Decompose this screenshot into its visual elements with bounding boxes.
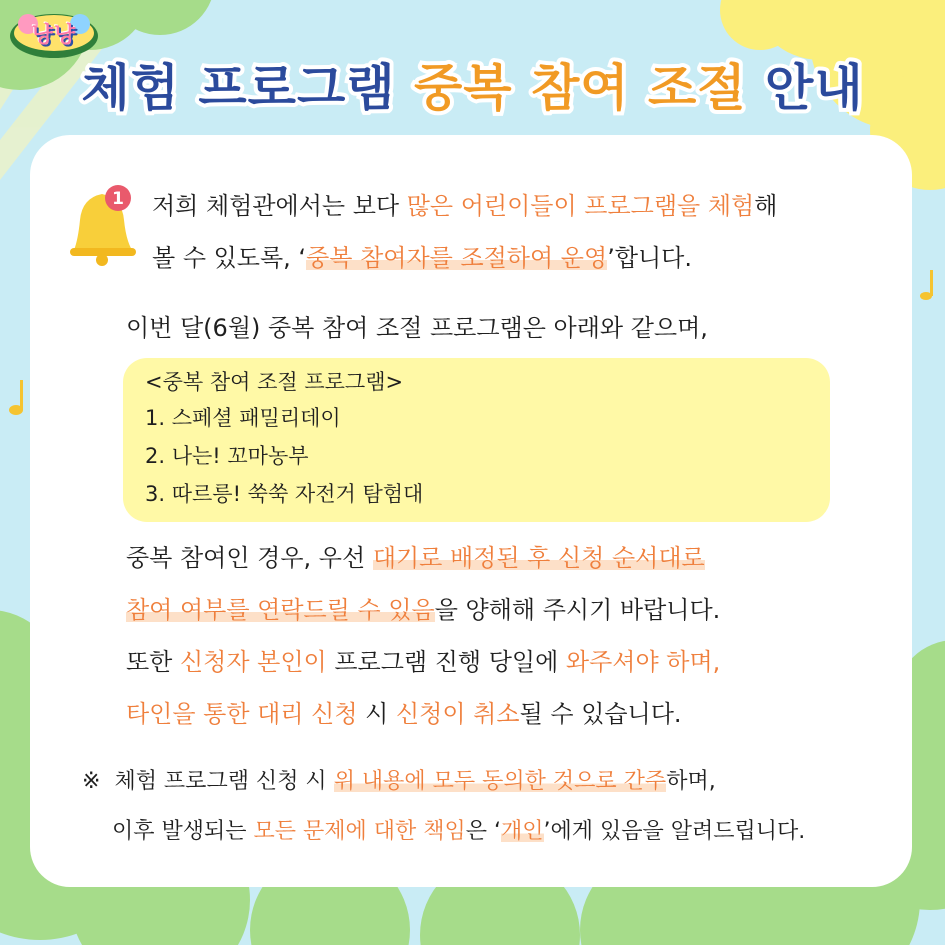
notice-mark-icon: ※ [82, 769, 101, 794]
para-line-1 [126, 542, 705, 574]
para-line-2 [126, 594, 720, 626]
notice-line-1-highlight: 위 내용에 모두 동의한 것으로 간주 [333, 769, 667, 794]
music-note-right [920, 270, 933, 300]
program-item: 3. 따르릉! 쑥쑥 자전거 탐험대 [145, 482, 424, 506]
notice-number-badge: 1 [112, 189, 124, 209]
intro-line-1-text: 저희 체험관에서는 보다 [152, 192, 407, 220]
logo-text: 냥냥 [31, 22, 77, 48]
para-line-4-highlight-b: 신청이 취소 [396, 700, 520, 728]
para-line-4-highlight-a: 타인을 통한 대리 신청 [126, 700, 358, 728]
notice-line-1 [82, 766, 716, 798]
title-part-1: 체험 프로그램 [81, 59, 414, 117]
para-line-1-text: 중복 참여인 경우, 우선 [126, 544, 373, 572]
para-line-3-text-b: 프로그램 진행 당일에 [326, 648, 566, 676]
para-line-4-text-a: 시 [357, 700, 396, 728]
bell-icon [64, 180, 144, 270]
intro-line-1-highlight: 많은 어린이들이 프로그램을 체험 [406, 192, 755, 220]
notice-line-2-text-b: 은 ‘ [465, 819, 501, 844]
title-part-2: 중복 참여 조절 [413, 59, 747, 117]
intro-line-2-highlight: 중복 참여자를 조절하여 운영 [306, 244, 608, 272]
music-note-left [9, 380, 23, 415]
para-line-3-highlight-a: 신청자 본인이 [180, 648, 327, 676]
intro-line-2 [152, 242, 692, 274]
notice-line-2-text: 이후 발생되는 [112, 819, 254, 844]
para-line-4 [126, 698, 682, 730]
notice-line-2-highlight-b: 개인 [501, 819, 544, 844]
notice-line-1-text: 체험 프로그램 신청 시 [114, 769, 334, 794]
para-line-3-highlight-b: 와주셔야 하며, [565, 648, 721, 676]
program-box-heading: <중복 참여 조절 프로그램> [145, 370, 404, 394]
page-title [0, 48, 945, 120]
program-item: 1. 스페셜 패밀리데이 [145, 406, 341, 430]
month-line: 이번 달(6월) 중복 참여 조절 프로그램은 아래와 같으며, [126, 314, 708, 342]
notice-line-2 [112, 816, 805, 848]
intro-line-1-end: 해 [754, 192, 778, 220]
program-box [123, 358, 830, 522]
para-line-1-highlight: 대기로 배정된 후 신청 순서대로 [372, 544, 705, 572]
program-item: 2. 나는! 꼬마농부 [145, 444, 309, 468]
para-line-2-text: 을 양해해 주시기 바랍니다. [434, 596, 721, 624]
para-line-4-text-b: 될 수 있습니다. [519, 700, 682, 728]
notice-line-2-end: ’에게 있음을 알려드립니다. [543, 819, 806, 844]
para-line-3 [126, 646, 720, 678]
notice-line-2-highlight: 모든 문제에 대한 책임 [253, 819, 466, 844]
intro-line-1 [152, 190, 777, 222]
para-line-2-highlight: 참여 여부를 연락드릴 수 있음 [126, 596, 435, 624]
notice-line-1-end: 하며, [666, 769, 716, 794]
intro-line-2-text: 볼 수 있도록, ‘ [152, 244, 307, 272]
intro-line-2-end: ’합니다. [607, 244, 692, 272]
para-line-3-text-a: 또한 [126, 648, 180, 676]
title-part-3: 안내 [746, 59, 864, 117]
